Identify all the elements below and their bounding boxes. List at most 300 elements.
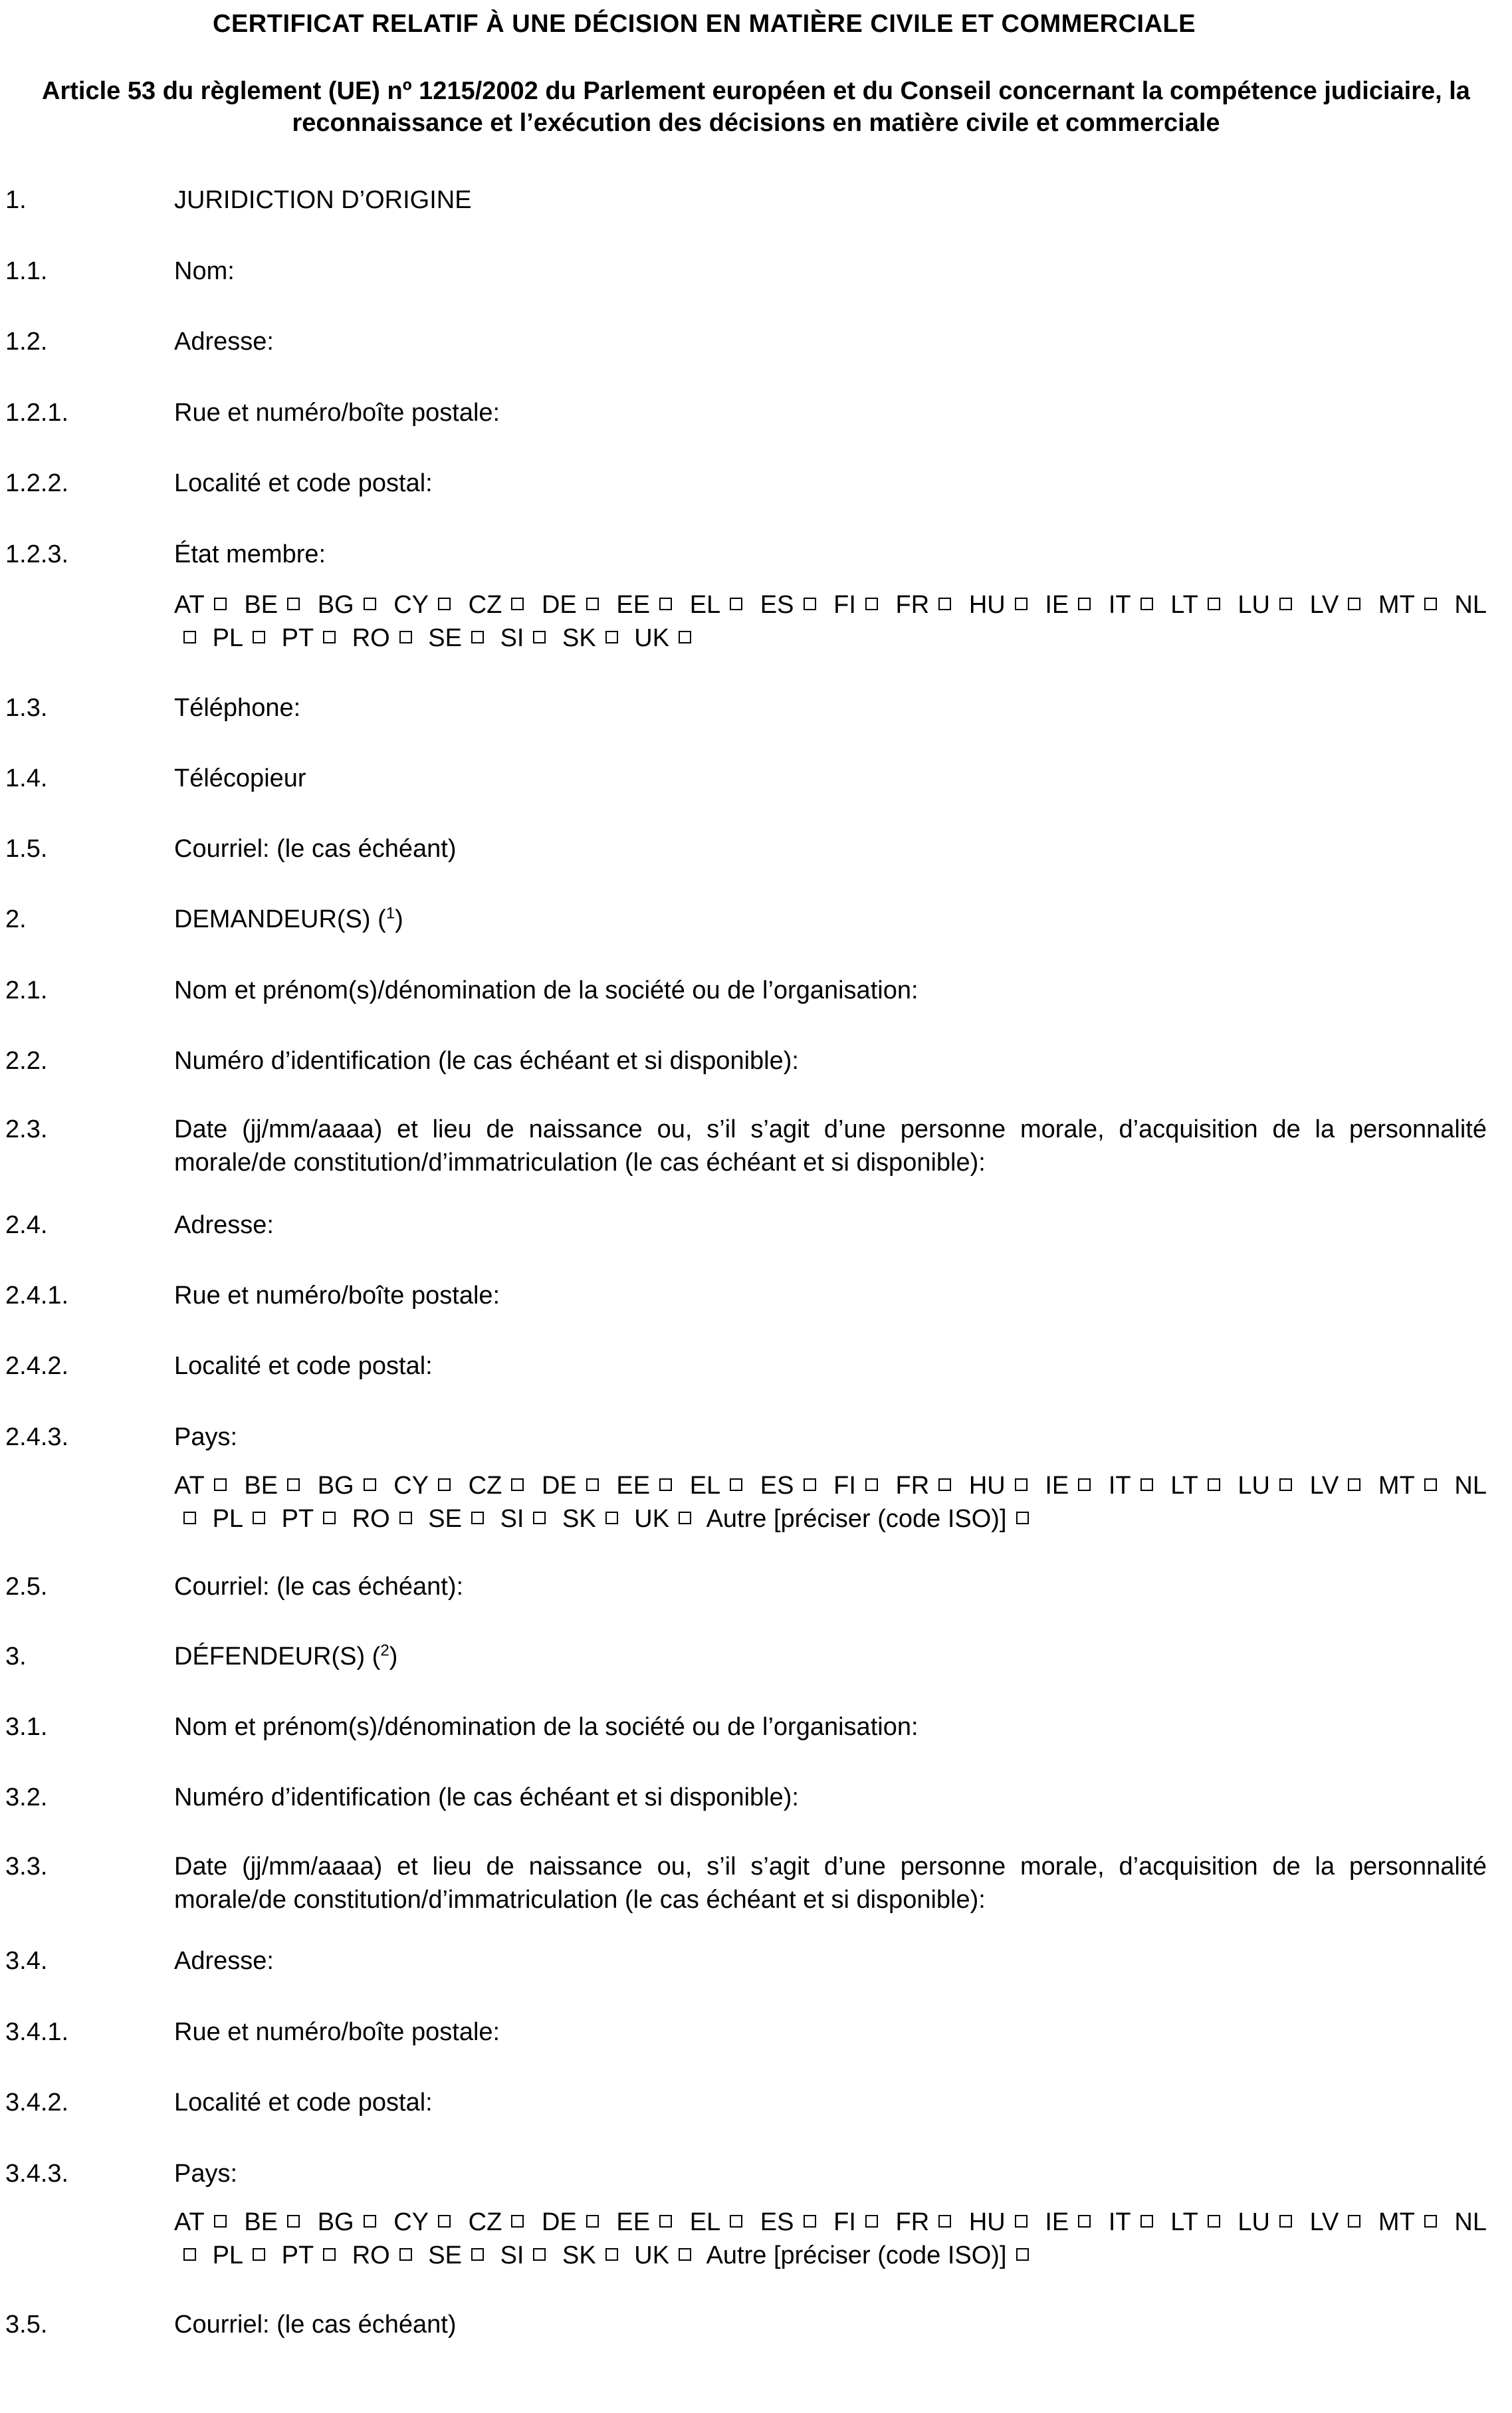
option-label: BG — [317, 2208, 354, 2236]
empty-checkbox-icon[interactable] — [287, 1478, 300, 1491]
item-number: 3.3. — [5, 1853, 48, 1881]
checkbox-option — [1109, 2208, 1162, 2236]
option-label: EE — [616, 1472, 651, 1500]
checkbox-option — [542, 591, 608, 619]
empty-checkbox-icon[interactable] — [1348, 1478, 1360, 1491]
document-subtitle: Article 53 du règlement (UE) nº 1215/2002 du Parlement européen et du Conseil concernant la compétence judiciaire, la reconnaissance et l’exécution des décisions en matière civile et commerciale — [42, 77, 1470, 137]
item-label: JURIDICTION D’ORIGINE — [174, 186, 472, 214]
checkbox-option — [969, 1472, 1037, 1500]
checkbox-option — [500, 624, 556, 652]
option-label: DE — [541, 591, 577, 619]
item-number: 2.4.3. — [5, 1423, 69, 1451]
item-number: 2.4.1. — [5, 1282, 69, 1310]
option-label: FR — [895, 1472, 930, 1500]
checkbox-option — [1238, 1472, 1301, 1500]
empty-checkbox-icon[interactable] — [399, 2248, 412, 2261]
item-number: 3.2. — [5, 1783, 48, 1811]
option-label: ES — [760, 591, 794, 619]
item-label: Rue et numéro/boîte postale: — [174, 399, 500, 427]
item-number: 3.4.2. — [5, 2089, 69, 2117]
empty-checkbox-icon[interactable] — [659, 1478, 672, 1491]
checkbox-option — [174, 2208, 236, 2236]
empty-checkbox-icon[interactable] — [605, 2248, 618, 2261]
empty-checkbox-icon[interactable] — [1078, 2215, 1091, 2228]
item-label: Courriel: (le cas échéant): — [174, 1573, 464, 1601]
item-label: Localité et code postal: — [174, 1352, 433, 1380]
option-label: PT — [281, 624, 314, 652]
item-label: Courriel: (le cas échéant) — [174, 835, 457, 863]
option-label: MT — [1378, 1472, 1415, 1500]
checkbox-option — [1170, 2208, 1230, 2236]
heading-close: ) — [395, 905, 403, 933]
heading-text: DEMANDEUR(S) ( — [174, 905, 386, 933]
empty-checkbox-icon[interactable] — [253, 2248, 265, 2261]
option-label: ES — [760, 1472, 794, 1500]
item-label: Nom: — [174, 257, 235, 285]
checkbox-option — [760, 2208, 825, 2236]
empty-checkbox-icon[interactable] — [1424, 598, 1437, 610]
checkbox-option — [282, 2241, 346, 2269]
empty-checkbox-icon[interactable] — [586, 2215, 599, 2228]
option-label: LV — [1309, 1472, 1339, 1500]
checkbox-option — [393, 591, 460, 619]
item-number: 1.4. — [5, 764, 48, 792]
empty-checkbox-icon[interactable] — [804, 598, 816, 610]
empty-checkbox-icon[interactable] — [323, 2248, 336, 2261]
checkbox-option — [833, 2208, 887, 2236]
option-label: LT — [1170, 2208, 1198, 2236]
checkbox-option — [1378, 2208, 1446, 2236]
option-label: NL — [1454, 2208, 1487, 2236]
option-label: MT — [1378, 591, 1415, 619]
empty-checkbox-icon[interactable] — [605, 631, 618, 643]
item-label: Pays: — [174, 2160, 238, 2188]
option-label: IE — [1045, 2208, 1069, 2236]
checkbox-list — [174, 2206, 1487, 2272]
empty-checkbox-icon[interactable] — [471, 2248, 484, 2261]
empty-checkbox-icon[interactable] — [586, 598, 599, 610]
empty-checkbox-icon[interactable] — [253, 631, 265, 643]
checkbox-option — [634, 624, 701, 652]
option-label: NL — [1454, 591, 1487, 619]
empty-checkbox-icon[interactable] — [533, 631, 546, 643]
empty-checkbox-icon[interactable] — [364, 2215, 376, 2228]
option-label: LT — [1170, 591, 1198, 619]
checkbox-option — [282, 624, 346, 652]
option-label: NL — [1454, 1472, 1487, 1500]
empty-checkbox-icon[interactable] — [1078, 598, 1091, 610]
option-label: FR — [895, 591, 930, 619]
checkbox-option — [213, 624, 274, 652]
empty-checkbox-icon[interactable] — [1016, 1512, 1029, 1524]
empty-checkbox-icon[interactable] — [865, 1478, 878, 1491]
checkbox-option — [833, 591, 887, 619]
empty-checkbox-icon[interactable] — [533, 1512, 546, 1524]
checkbox-option — [760, 1472, 825, 1500]
option-label: HU — [968, 1472, 1006, 1500]
item-label — [174, 903, 1487, 936]
checkbox-option — [616, 2208, 681, 2236]
option-label: EL — [689, 1472, 721, 1500]
empty-checkbox-icon[interactable] — [511, 1478, 524, 1491]
option-label: RO — [352, 624, 390, 652]
option-label: FI — [833, 2208, 856, 2236]
empty-checkbox-icon[interactable] — [938, 598, 951, 610]
item-label: Adresse: — [174, 328, 274, 356]
empty-checkbox-icon[interactable] — [471, 631, 484, 643]
option-label: PL — [212, 1505, 244, 1533]
empty-checkbox-icon[interactable] — [865, 2215, 878, 2228]
option-label: EE — [616, 591, 651, 619]
item-number: 2.5. — [5, 1573, 48, 1601]
empty-checkbox-icon[interactable] — [605, 1512, 618, 1524]
empty-checkbox-icon[interactable] — [1279, 2215, 1292, 2228]
option-label: FR — [895, 2208, 930, 2236]
option-label: IT — [1108, 2208, 1131, 2236]
item-number: 1.2.1. — [5, 399, 69, 427]
checkbox-option — [244, 2208, 309, 2236]
checkbox-option — [393, 1472, 460, 1500]
item-label: Téléphone: — [174, 694, 301, 722]
checkbox-option — [969, 2208, 1037, 2236]
checkbox-option — [1109, 1472, 1162, 1500]
empty-checkbox-icon[interactable] — [471, 1512, 484, 1524]
item-label — [174, 1640, 1487, 1673]
empty-checkbox-icon[interactable] — [804, 1478, 816, 1491]
option-label: Autre [préciser (code ISO)] — [706, 1505, 1007, 1533]
checkbox-option — [833, 1472, 887, 1500]
footnote-ref[interactable]: 2 — [380, 1641, 389, 1660]
option-label: LT — [1170, 1472, 1198, 1500]
empty-checkbox-icon[interactable] — [287, 598, 300, 610]
item-number: 1.2.2. — [5, 469, 69, 497]
empty-checkbox-icon[interactable] — [679, 631, 691, 643]
option-label: LV — [1309, 591, 1339, 619]
empty-checkbox-icon[interactable] — [586, 1478, 599, 1491]
item-number: 1. — [5, 186, 27, 214]
checkbox-option — [690, 591, 752, 619]
empty-checkbox-icon[interactable] — [1208, 1478, 1220, 1491]
empty-checkbox-icon[interactable] — [323, 1512, 336, 1524]
checkbox-option — [1045, 591, 1100, 619]
checkbox-option — [318, 591, 385, 619]
option-label: BG — [317, 1472, 354, 1500]
option-label: BG — [317, 591, 354, 619]
checkbox-list — [174, 588, 1487, 655]
checkbox-option — [1310, 1472, 1370, 1500]
empty-checkbox-icon[interactable] — [679, 2248, 691, 2261]
checkbox-option — [1109, 591, 1162, 619]
checkbox-option — [616, 1472, 681, 1500]
option-label: SI — [500, 1505, 524, 1533]
option-label: RO — [352, 1505, 390, 1533]
item-label: Nom et prénom(s)/dénomination de la société ou de l’organisation: — [174, 977, 918, 1004]
option-label: SE — [428, 2241, 462, 2269]
checkbox-option — [1378, 1472, 1446, 1500]
empty-checkbox-icon[interactable] — [1015, 598, 1027, 610]
option-label: RO — [352, 2241, 390, 2269]
checkbox-list — [174, 1469, 1487, 1536]
checkbox-option — [896, 591, 961, 619]
empty-checkbox-icon[interactable] — [214, 1478, 227, 1491]
checkbox-option — [1045, 2208, 1100, 2236]
checkbox-option — [542, 1472, 608, 1500]
checkbox-option — [542, 2208, 608, 2236]
empty-checkbox-icon[interactable] — [399, 631, 412, 643]
empty-checkbox-icon[interactable] — [1424, 2215, 1437, 2228]
empty-checkbox-icon[interactable] — [1140, 2215, 1153, 2228]
empty-checkbox-icon[interactable] — [730, 598, 742, 610]
empty-checkbox-icon[interactable] — [183, 631, 196, 643]
empty-checkbox-icon[interactable] — [183, 2248, 196, 2261]
checkbox-option — [1238, 2208, 1301, 2236]
empty-checkbox-icon[interactable] — [438, 1478, 451, 1491]
item-number: 1.2. — [5, 328, 48, 356]
option-label: FI — [833, 591, 856, 619]
option-label: Autre [préciser (code ISO)] — [706, 2241, 1007, 2269]
item-label: État membre: — [174, 540, 326, 568]
checkbox-option — [1045, 1472, 1100, 1500]
empty-checkbox-icon[interactable] — [865, 598, 878, 610]
empty-checkbox-icon[interactable] — [214, 598, 227, 610]
option-label: ES — [760, 2208, 794, 2236]
empty-checkbox-icon[interactable] — [1078, 1478, 1091, 1491]
option-label: AT — [174, 591, 205, 619]
item-number: 3.4.1. — [5, 2018, 69, 2046]
checkbox-option — [690, 1472, 752, 1500]
checkbox-option — [428, 1505, 493, 1533]
option-label: BE — [244, 591, 278, 619]
option-label: DE — [541, 2208, 577, 2236]
option-label: FI — [833, 1472, 856, 1500]
option-label: HU — [968, 591, 1006, 619]
item-label: Télécopieur — [174, 764, 306, 792]
empty-checkbox-icon[interactable] — [938, 1478, 951, 1491]
checkbox-option — [706, 1505, 1038, 1533]
checkbox-option — [428, 2241, 493, 2269]
empty-checkbox-icon[interactable] — [659, 2215, 672, 2228]
item-label: Rue et numéro/boîte postale: — [174, 1282, 500, 1310]
option-label: UK — [634, 2241, 670, 2269]
item-number: 2.4. — [5, 1211, 48, 1239]
empty-checkbox-icon[interactable] — [804, 2215, 816, 2228]
checkbox-option — [174, 591, 236, 619]
checkbox-option — [318, 2208, 385, 2236]
option-label: CY — [393, 1472, 429, 1500]
checkbox-option — [1310, 591, 1370, 619]
option-label: UK — [634, 1505, 670, 1533]
empty-checkbox-icon[interactable] — [1140, 598, 1153, 610]
checkbox-option — [469, 591, 534, 619]
item-number: 2. — [5, 905, 27, 933]
item-label: Numéro d’identification (le cas échéant et si disponible): — [174, 1783, 799, 1811]
option-label: SI — [500, 624, 524, 652]
empty-checkbox-icon[interactable] — [511, 2215, 524, 2228]
checkbox-option — [393, 2208, 460, 2236]
option-label: LU — [1238, 2208, 1270, 2236]
option-label: SK — [562, 1505, 596, 1533]
empty-checkbox-icon[interactable] — [1279, 598, 1292, 610]
checkbox-option — [896, 1472, 961, 1500]
checkbox-option — [1238, 591, 1301, 619]
checkbox-option — [352, 2241, 421, 2269]
empty-checkbox-icon[interactable] — [364, 598, 376, 610]
option-label: SE — [428, 1505, 462, 1533]
item-label: Adresse: — [174, 1211, 274, 1239]
item-number: 3.4. — [5, 1947, 48, 1975]
item-number: 1.2.3. — [5, 540, 69, 568]
empty-checkbox-icon[interactable] — [399, 1512, 412, 1524]
item-label: Adresse: — [174, 1947, 274, 1975]
checkbox-option — [244, 1472, 309, 1500]
empty-checkbox-icon[interactable] — [287, 2215, 300, 2228]
empty-checkbox-icon[interactable] — [1208, 2215, 1220, 2228]
empty-checkbox-icon[interactable] — [1208, 598, 1220, 610]
empty-checkbox-icon[interactable] — [659, 598, 672, 610]
option-label: DE — [541, 1472, 577, 1500]
item-label: Localité et code postal: — [174, 2089, 433, 2117]
item-label: Nom et prénom(s)/dénomination de la société ou de l’organisation: — [174, 1713, 918, 1741]
checkbox-option — [352, 1505, 421, 1533]
option-label: SI — [500, 2241, 524, 2269]
option-label: PT — [281, 2241, 314, 2269]
checkbox-option — [174, 1472, 236, 1500]
empty-checkbox-icon[interactable] — [730, 1478, 742, 1491]
empty-checkbox-icon[interactable] — [214, 2215, 227, 2228]
option-label: SK — [562, 2241, 596, 2269]
option-label: PL — [212, 2241, 244, 2269]
option-label: SK — [562, 624, 596, 652]
checkbox-option — [562, 624, 627, 652]
option-label: LU — [1238, 1472, 1270, 1500]
item-number: 3. — [5, 1643, 27, 1670]
option-label: AT — [174, 2208, 205, 2236]
option-label: AT — [174, 1472, 205, 1500]
option-label: UK — [634, 624, 670, 652]
option-label: LV — [1309, 2208, 1339, 2236]
option-label: IE — [1045, 591, 1069, 619]
checkbox-option — [282, 1505, 346, 1533]
item-label: Rue et numéro/boîte postale: — [174, 2018, 500, 2046]
item-number: 3.4.3. — [5, 2160, 69, 2188]
item-number: 1.1. — [5, 257, 48, 285]
checkbox-option — [634, 1505, 701, 1533]
option-label: HU — [968, 2208, 1006, 2236]
item-number: 3.5. — [5, 2311, 48, 2339]
checkbox-option — [469, 1472, 534, 1500]
checkbox-option — [562, 2241, 627, 2269]
option-label: EE — [616, 2208, 651, 2236]
checkbox-option — [500, 1505, 556, 1533]
option-label: CY — [393, 2208, 429, 2236]
option-label: PL — [212, 624, 244, 652]
empty-checkbox-icon[interactable] — [323, 631, 336, 643]
checkbox-option — [318, 1472, 385, 1500]
empty-checkbox-icon[interactable] — [1140, 1478, 1153, 1491]
option-label: IT — [1108, 1472, 1131, 1500]
empty-checkbox-icon[interactable] — [1016, 2248, 1029, 2261]
option-label: BE — [244, 1472, 278, 1500]
item-number: 2.3. — [5, 1115, 48, 1143]
option-label: MT — [1378, 2208, 1415, 2236]
empty-checkbox-icon[interactable] — [1015, 2215, 1027, 2228]
empty-checkbox-icon[interactable] — [938, 2215, 951, 2228]
checkbox-option — [213, 2241, 274, 2269]
option-label: EL — [689, 2208, 721, 2236]
item-label: Date (jj/mm/aaaa) et lieu de naissance ou, s’il s’agit d’une personne morale, d’acquisition de la personnalité morale/de constitution/d’immatriculation (le cas échéant et si disponible): — [174, 1853, 1487, 1914]
empty-checkbox-icon[interactable] — [438, 2215, 451, 2228]
option-label: CZ — [468, 1472, 502, 1500]
option-label: EL — [689, 591, 721, 619]
empty-checkbox-icon[interactable] — [730, 2215, 742, 2228]
option-label: CZ — [468, 2208, 502, 2236]
checkbox-option — [352, 624, 421, 652]
item-label: Localité et code postal: — [174, 469, 433, 497]
checkbox-option — [1170, 591, 1230, 619]
checkbox-option — [1170, 1472, 1230, 1500]
option-label: BE — [244, 2208, 278, 2236]
checkbox-option — [896, 2208, 961, 2236]
item-number: 2.1. — [5, 977, 48, 1004]
item-number: 2.2. — [5, 1047, 48, 1075]
option-label: LU — [1238, 591, 1270, 619]
empty-checkbox-icon[interactable] — [679, 1512, 691, 1524]
checkbox-option — [469, 2208, 534, 2236]
checkbox-option — [428, 624, 493, 652]
checkbox-option — [1378, 591, 1446, 619]
checkbox-option — [1310, 2208, 1370, 2236]
item-number: 2.4.2. — [5, 1352, 69, 1380]
item-label: Courriel: (le cas échéant) — [174, 2311, 457, 2339]
empty-checkbox-icon[interactable] — [533, 2248, 546, 2261]
empty-checkbox-icon[interactable] — [253, 1512, 265, 1524]
empty-checkbox-icon[interactable] — [364, 1478, 376, 1491]
empty-checkbox-icon[interactable] — [183, 1512, 196, 1524]
option-label: SE — [428, 624, 462, 652]
item-number: 1.3. — [5, 694, 48, 722]
item-number: 3.1. — [5, 1713, 48, 1741]
checkbox-option — [562, 1505, 627, 1533]
empty-checkbox-icon[interactable] — [511, 598, 524, 610]
empty-checkbox-icon[interactable] — [1279, 1478, 1292, 1491]
checkbox-option — [706, 2241, 1038, 2269]
checkbox-option — [690, 2208, 752, 2236]
checkbox-option — [616, 591, 681, 619]
empty-checkbox-icon[interactable] — [1348, 2215, 1360, 2228]
empty-checkbox-icon[interactable] — [438, 598, 451, 610]
empty-checkbox-icon[interactable] — [1348, 598, 1360, 610]
heading-close: ) — [389, 1643, 398, 1670]
option-label: PT — [281, 1505, 314, 1533]
checkbox-option — [634, 2241, 701, 2269]
option-label: IT — [1108, 591, 1131, 619]
option-label: CZ — [468, 591, 502, 619]
item-label: Date (jj/mm/aaaa) et lieu de naissance ou, s’il s’agit d’une personne morale, d’acquisition de la personnalité morale/de constitution/d’immatriculation (le cas échéant et si disponible): — [174, 1115, 1487, 1177]
option-label: CY — [393, 591, 429, 619]
item-label: Numéro d’identification (le cas échéant et si disponible): — [174, 1047, 799, 1075]
footnote-ref[interactable]: 1 — [385, 904, 395, 923]
option-label: IE — [1045, 1472, 1069, 1500]
item-number: 1.5. — [5, 835, 48, 863]
checkbox-option — [969, 591, 1037, 619]
empty-checkbox-icon[interactable] — [1424, 1478, 1437, 1491]
heading-text: DÉFENDEUR(S) ( — [174, 1643, 381, 1670]
empty-checkbox-icon[interactable] — [1015, 1478, 1027, 1491]
document-title: CERTIFICAT RELATIF À UNE DÉCISION EN MATIÈRE CIVILE ET COMMERCIALE — [213, 10, 1196, 38]
item-label: Pays: — [174, 1423, 238, 1451]
checkbox-option — [500, 2241, 556, 2269]
checkbox-option — [760, 591, 825, 619]
